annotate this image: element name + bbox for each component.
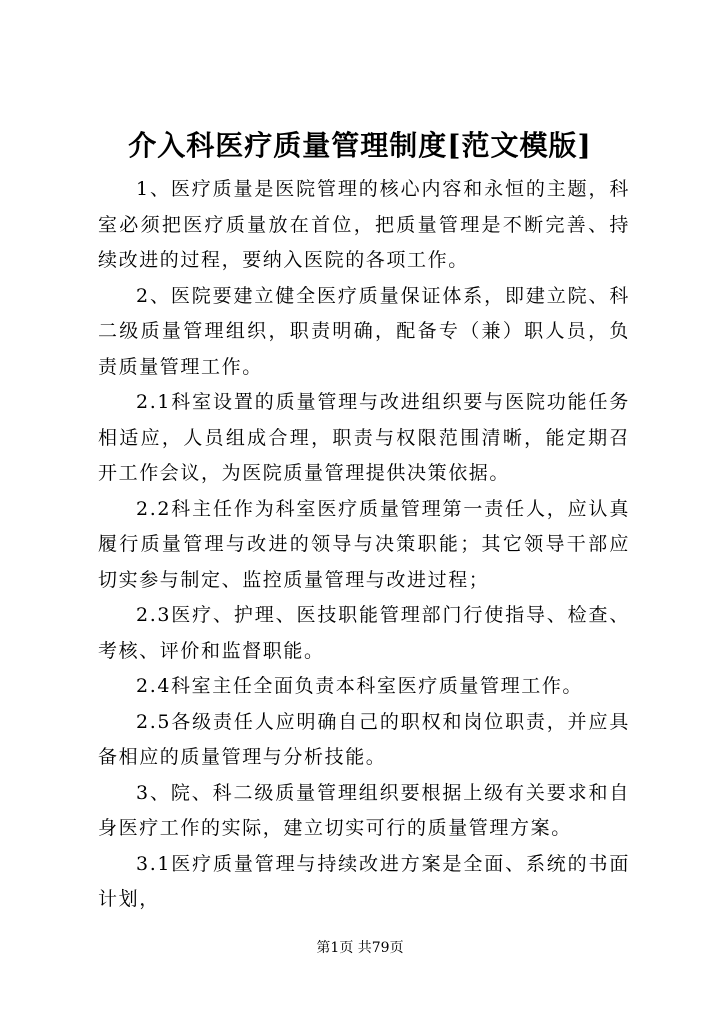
paragraph-2-2: 2.2科主任作为科室医疗质量管理第一责任人，应认真履行质量管理与改进的领导与决策职能；其它领导干部应切实参与制定、监控质量管理与改进过程； (98, 497, 630, 591)
paragraph-2: 2、医院要建立健全医疗质量保证体系，即建立院、科二级质量管理组织，职责明确，配备专（兼）职人员，负责质量管理工作。 (98, 284, 630, 378)
paragraph-3: 3、院、科二级质量管理组织要根据上级有关要求和自身医疗工作的实际，建立切实可行的质量管理方案。 (98, 781, 630, 839)
paragraph-1: 1、医疗质量是医院管理的核心内容和永恒的主题，科室必须把医疗质量放在首位，把质量管理是不断完善、持续改进的过程，要纳入医院的各项工作。 (98, 178, 630, 271)
paragraph-2-1: 2.1科室设置的质量管理与改进组织要与医院功能任务相适应，人员组成合理，职责与权限范围清晰，能定期召开工作会议，为医院质量管理提供决策依据。 (98, 391, 630, 484)
paragraph-3-1: 3.1医疗质量管理与持续改进方案是全面、系统的书面计划， (98, 852, 630, 910)
paragraph-2-3: 2.3医疗、护理、医技职能管理部门行使指导、检查、考核、评价和监督职能。 (98, 604, 630, 662)
document-body (98, 172, 630, 918)
paragraph-2-5: 2.5各级责任人应明确自己的职权和岗位职责，并应具备相应的质量管理与分析技能。 (98, 710, 630, 768)
paragraph-2-4: 2.4科室主任全面负责本科室医疗质量管理工作。 (136, 675, 584, 697)
document-title: 介入科医疗质量管理制度[范文模版] (128, 129, 592, 162)
page-footer: 第1页 共79页 (316, 940, 404, 956)
